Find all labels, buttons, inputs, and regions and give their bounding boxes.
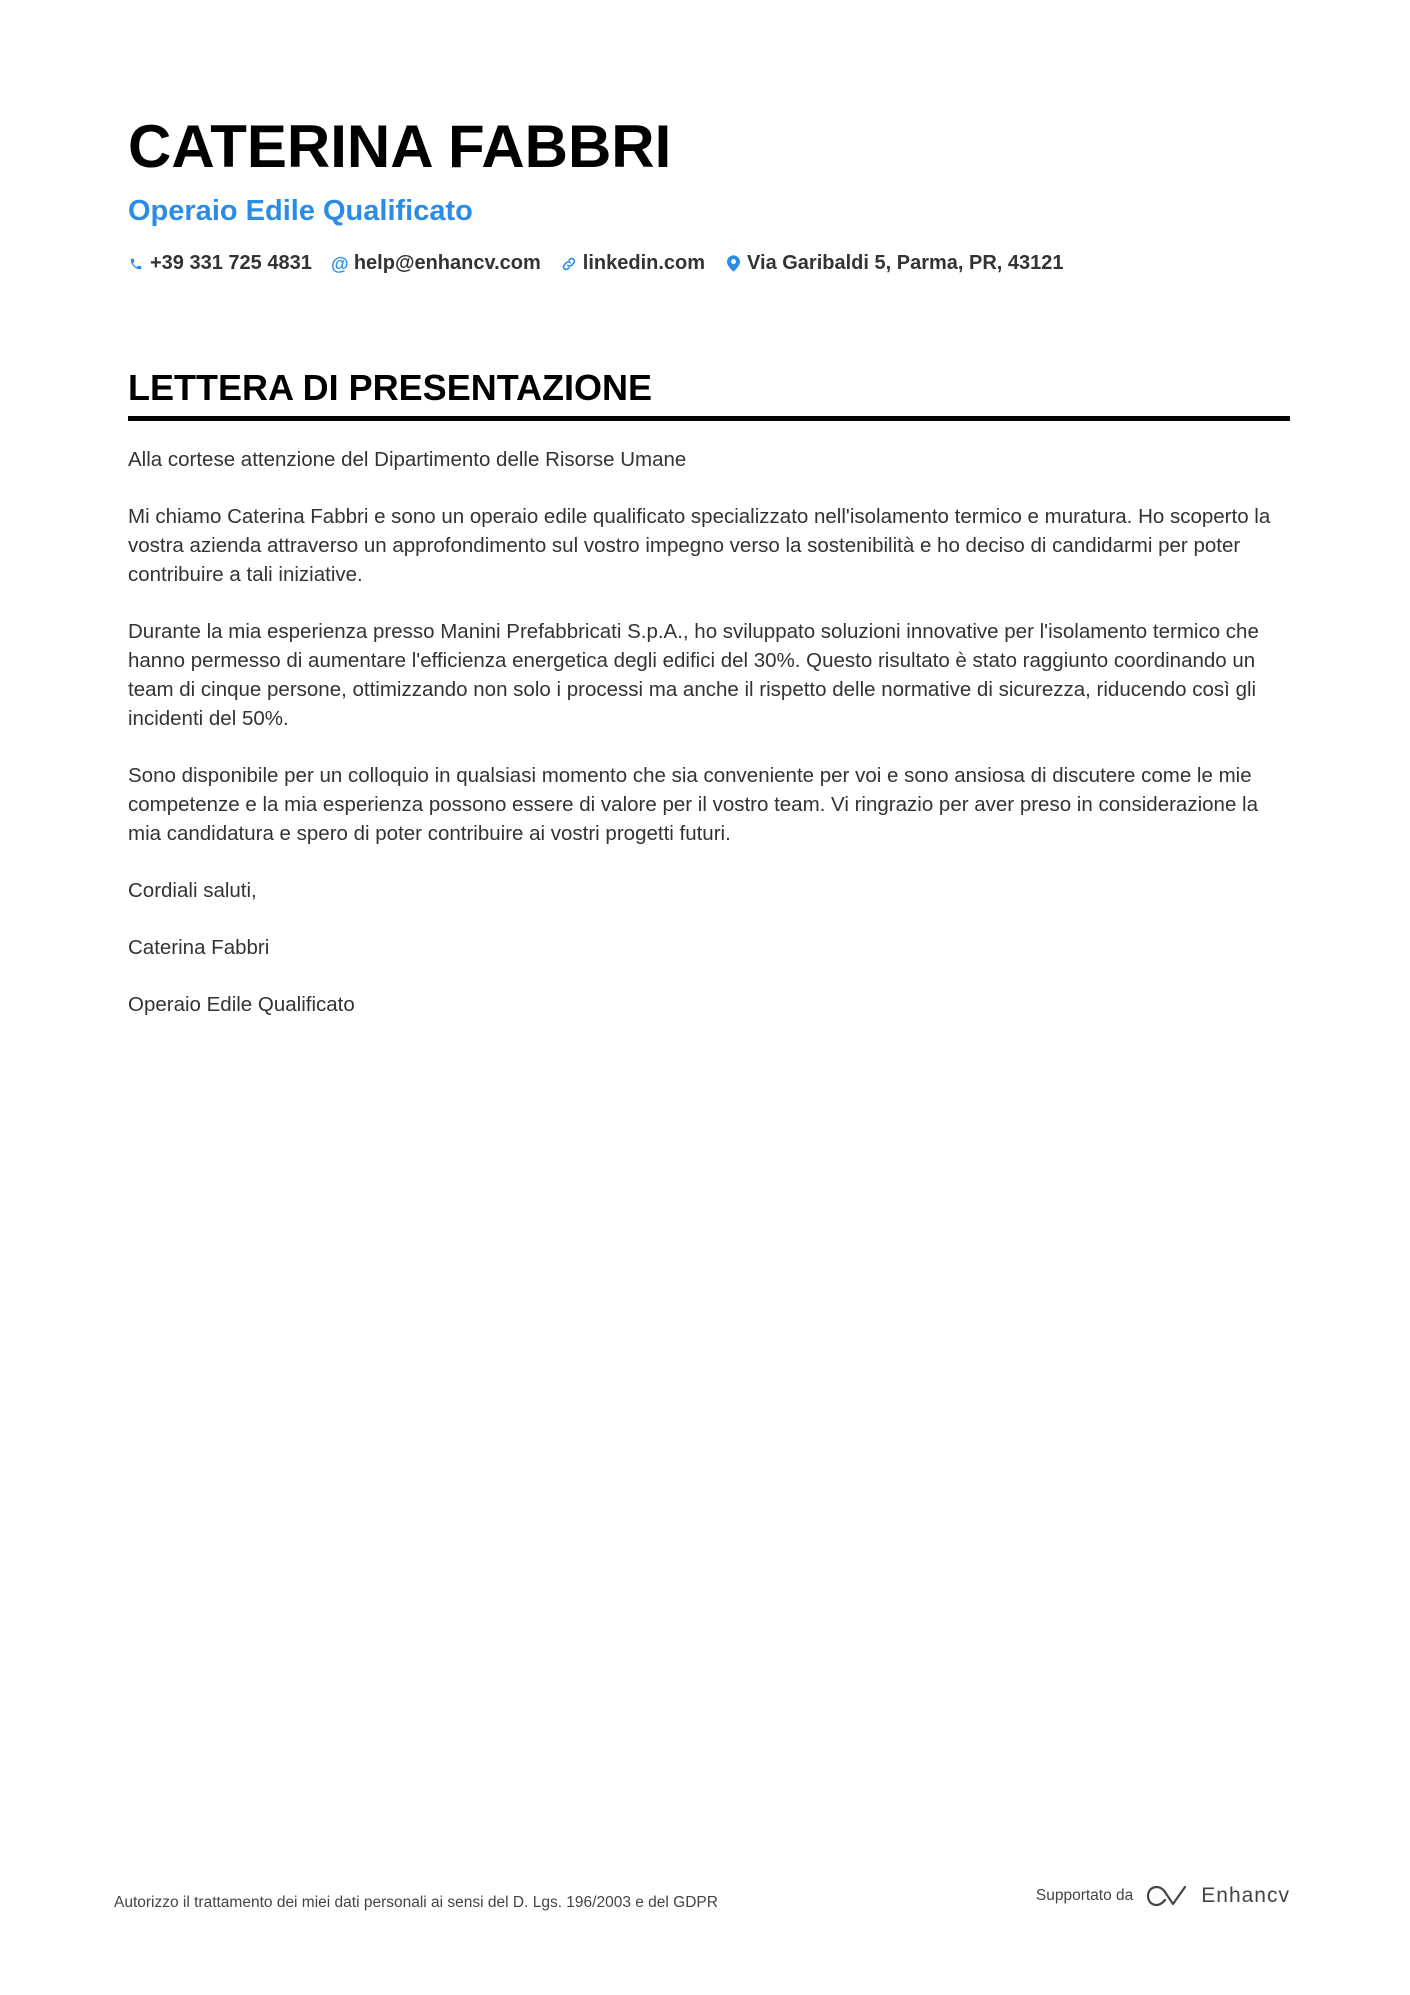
letter-closing: Cordiali saluti, [128,879,257,902]
address: Via Garibaldi 5, Parma, PR, 43121 [747,252,1064,274]
location-pin-icon [725,254,741,274]
email-address: help@enhancv.com [353,252,541,274]
letter-body [128,445,1290,1019]
consent-notice: Autorizzo il trattamento dei miei dati personali ai sensi del D. Lgs. 196/2003 e del GDPR [114,1894,718,1911]
letter-paragraph: Durante la mia esperienza presso Manini Prefabbricati S.p.A., ho sviluppato soluzioni innovative per l'isolamento termico che hanno permesso di aumentare l'efficienza energetica degli edifici del 30%. Questo risultato è stato raggiunto coordinando un team di cinque persone, ottimizzando non solo i processi ma anche il rispetto delle normative di sicurezza, riducendo così gli incidenti del 50%. [128,620,1259,730]
contact-bar [128,252,1288,275]
signature-name: Caterina Fabbri [128,936,270,959]
powered-by [1036,1884,1290,1908]
header [128,108,1288,275]
job-title: Operaio Edile Qualificato [128,195,473,227]
powered-by-label: Supportato da [1035,1887,1134,1904]
section-title: LETTERA DI PRESENTAZIONE [128,367,653,408]
link-icon [561,254,577,274]
contact-linkedin [561,252,705,275]
contact-phone [128,252,312,275]
section-divider [128,416,1290,421]
contact-email [332,252,541,275]
phone-number: +39 331 725 4831 [150,252,312,274]
contact-address [725,252,1063,275]
letter-paragraph: Sono disponibile per un colloquio in qualsiasi momento che sia conveniente per voi e sono ansiosa di discutere come le mie competenze e la mia esperienza possono essere di valore per il vostro team. Vi ringrazio per aver preso in considerazione la mia candidatura e spero di poter contribuire ai vostri progetti futuri. [128,764,1258,845]
phone-icon [128,254,144,274]
enhancv-logo-icon [1145,1884,1191,1908]
candidate-name: CATERINA FABBRI [128,113,672,180]
letter-paragraph: Mi chiamo Caterina Fabbri e sono un operaio edile qualificato specializzato nell'isolamento termico e muratura. Ho scoperto la vostra azienda attraverso un approfondimento sul vostro impegno verso la sostenibilità e ho deciso di candidarmi per poter contribuire a tali iniziative. [128,505,1271,586]
linkedin-url: linkedin.com [582,252,706,274]
at-icon: @ [331,253,349,274]
letter-greeting: Alla cortese attenzione del Dipartimento delle Risorse Umane [128,448,687,471]
brand-name: Enhancv [1201,1884,1290,1907]
signature-title: Operaio Edile Qualificato [128,993,355,1016]
cover-letter-section [128,366,1290,1047]
